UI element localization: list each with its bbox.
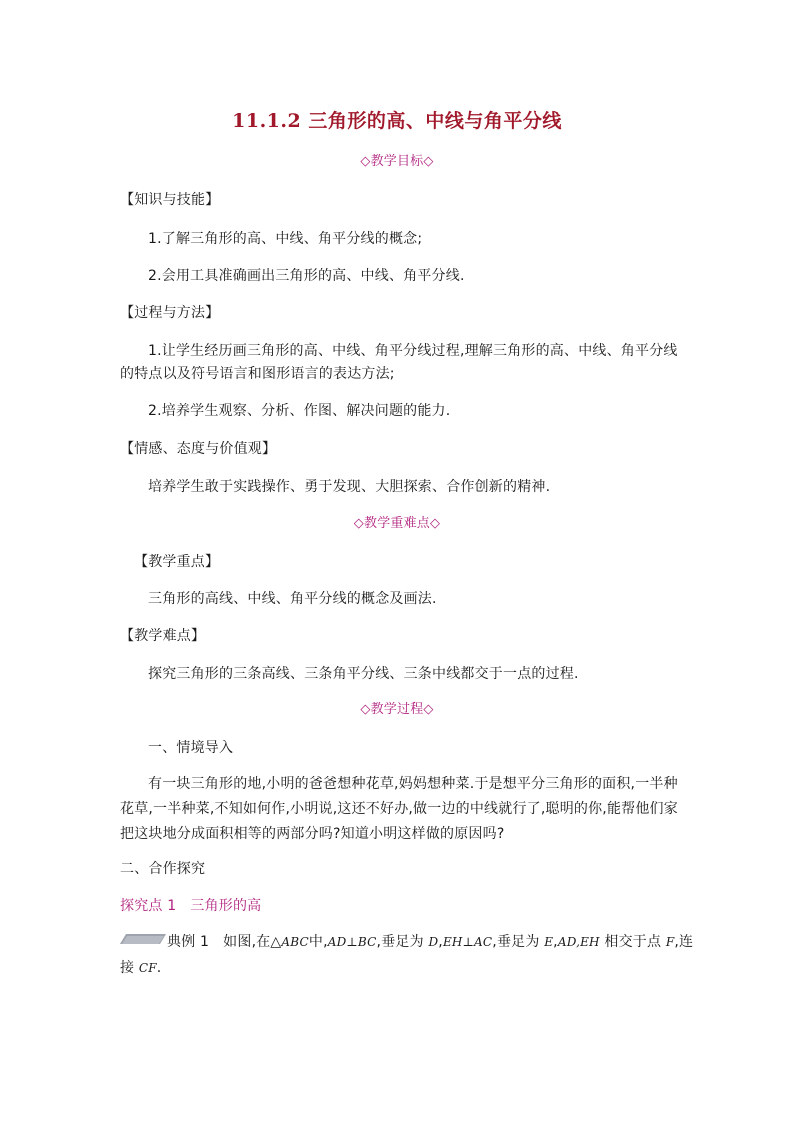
section-teaching-goals: ◇教学目标◇	[360, 154, 434, 169]
explore-point-label: 探究点 1	[120, 898, 177, 914]
explore-heading: 二、合作探究	[120, 861, 206, 877]
math-ad-perp-bc: AD⊥BC	[327, 935, 377, 949]
math-ad-eh: AD,EH	[557, 935, 600, 949]
difficulty-heading: 【教学难点】	[120, 628, 206, 644]
process-item-1-line-1: 1.让学生经历画三角形的高、中线、角平分线过程,理解三角形的高、中线、角平分线	[148, 343, 678, 359]
math-e: E	[544, 935, 554, 949]
math-eh-perp-ac: EH⊥AC	[442, 935, 493, 949]
knowledge-item-1: 1.了解三角形的高、中线、角平分线的概念;	[148, 231, 423, 247]
example-label: 典例 1	[167, 934, 210, 950]
example-text: 中,	[308, 934, 328, 950]
process-heading: 【过程与方法】	[120, 305, 220, 321]
example-1-line-1	[167, 935, 693, 949]
example-text: 相交于点	[599, 934, 666, 950]
intro-heading: 一、情境导入	[148, 740, 234, 756]
example-text: 如图,在△	[223, 934, 282, 950]
example-text: .	[156, 960, 162, 976]
example-text: ,垂足为	[492, 934, 545, 950]
math-cf: CF	[138, 961, 157, 975]
difficulty-text: 探究三角形的三条高线、三条角平分线、三条中线都交于一点的过程.	[148, 666, 579, 682]
intro-paragraph: 有一块三角形的地,小明的爸爸想种花草,妈妈想种菜.于是想平分三角形的面积,一半种花草,一半种菜,不知如何作,小明说,这还不好办,做一边的中线就行了,聪明的你,能帮他们家把这块地分成面积相等的两部分吗?知道小明这样做的原因吗?	[120, 776, 678, 842]
explore-point-1	[120, 899, 261, 913]
example-text: ,连	[674, 934, 694, 950]
example-badge-icon	[120, 934, 166, 945]
section-key-difficult: ◇教学重难点◇	[353, 516, 441, 531]
math-abc: ABC	[281, 935, 309, 949]
math-f: F	[665, 935, 675, 949]
page-title: 11.1.2 三角形的高、中线与角平分线	[232, 110, 562, 132]
example-text: ,	[553, 934, 558, 950]
key-point-heading: 【教学重点】	[134, 554, 220, 570]
example-1-line-2	[120, 961, 161, 975]
knowledge-heading: 【知识与技能】	[120, 192, 220, 208]
example-text: ,垂足为	[376, 934, 429, 950]
key-point-text: 三角形的高线、中线、角平分线的概念及画法.	[148, 591, 437, 607]
example-text: ,	[438, 934, 443, 950]
process-item-2: 2.培养学生观察、分析、作图、解决问题的能力.	[148, 403, 451, 419]
section-teaching-process: ◇教学过程◇	[360, 702, 434, 717]
knowledge-item-2: 2.会用工具准确画出三角形的高、中线、角平分线.	[148, 268, 465, 284]
emotion-text: 培养学生敢于实践操作、勇于发现、大胆探索、合作创新的精神.	[148, 479, 551, 495]
explore-point-title: 三角形的高	[190, 898, 262, 914]
process-item-1-line-2: 的特点以及符号语言和图形语言的表达方法;	[120, 366, 395, 382]
example-text: 接	[120, 960, 139, 976]
emotion-heading: 【情感、态度与价值观】	[120, 441, 277, 457]
math-d: D	[428, 935, 439, 949]
